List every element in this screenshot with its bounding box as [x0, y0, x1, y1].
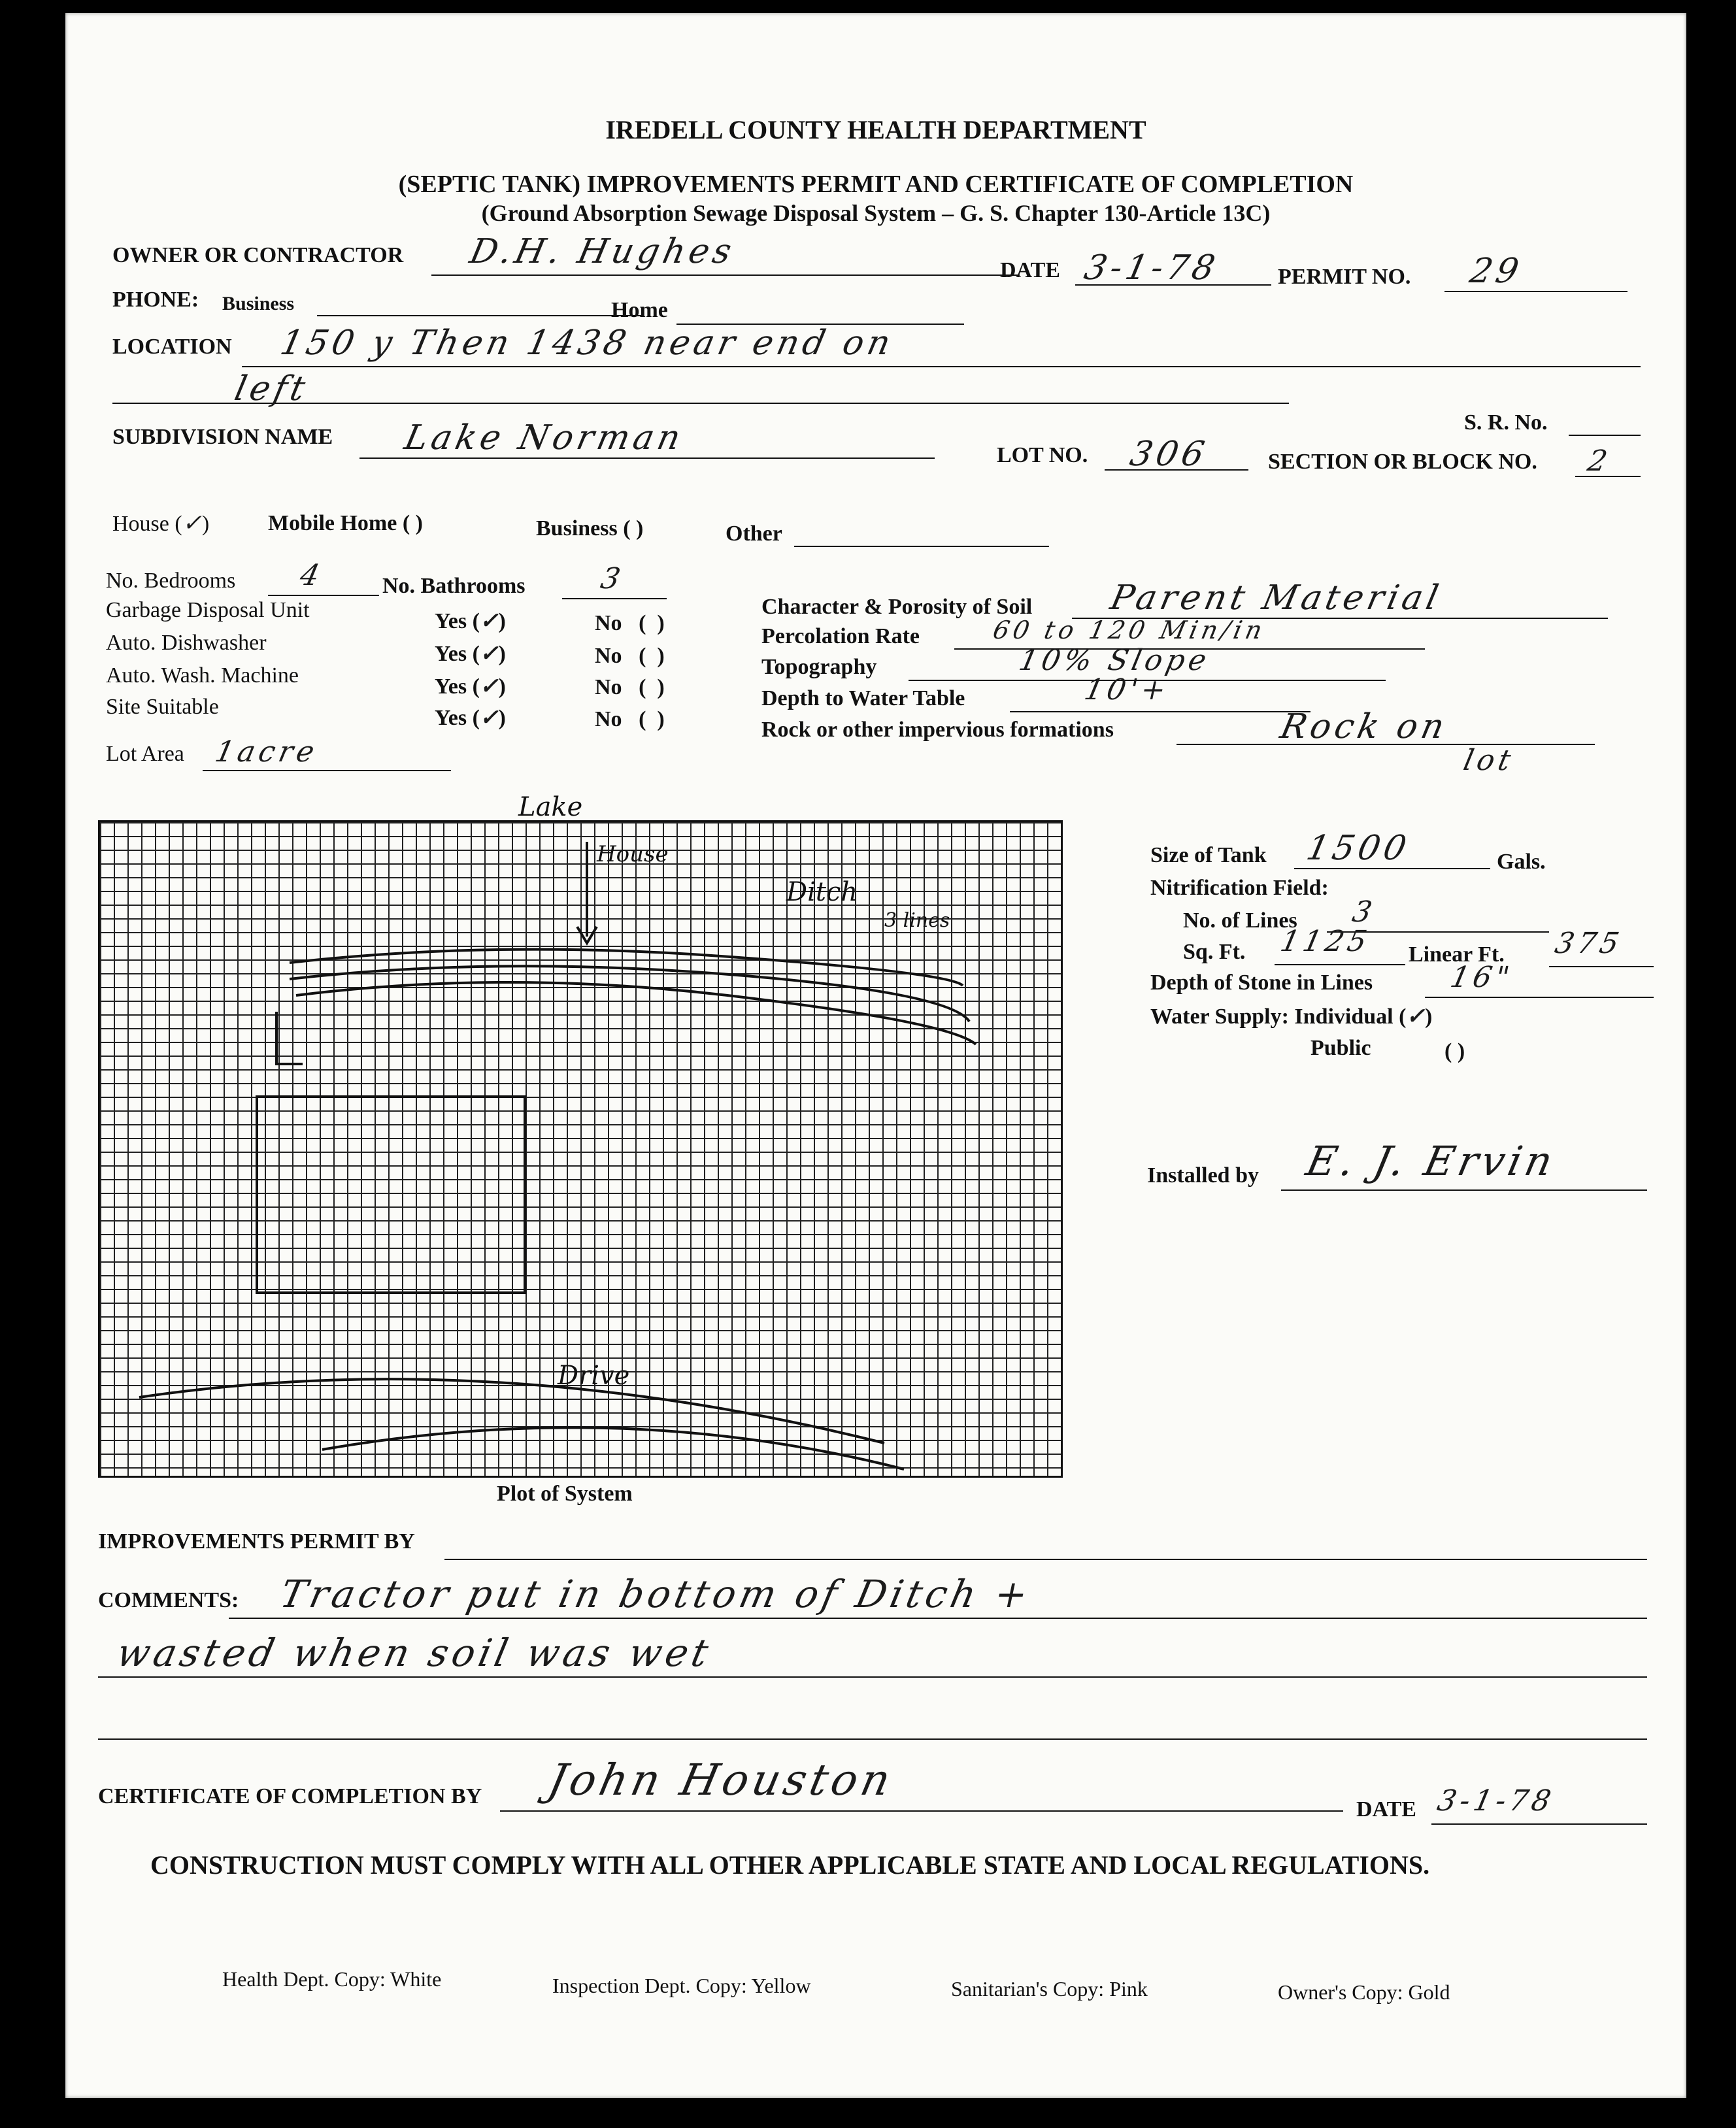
subdivision-value: Lake Norman [401, 418, 688, 457]
certificate-label: CERTIFICATE OF COMPLETION BY [98, 1784, 482, 1808]
garbage-yes: Yes (✓) [435, 608, 506, 634]
lines-label: No. of Lines [1183, 908, 1297, 933]
plot-caption: Plot of System [497, 1482, 633, 1506]
site-suitable-label: Site Suitable [106, 695, 219, 719]
tank-size-value: 1500 [1303, 829, 1414, 868]
drive-line [139, 1379, 884, 1443]
house-label: House ( [112, 512, 182, 536]
site-suitable-yes-label: Yes [435, 706, 467, 730]
lines-value: 3 [1349, 895, 1379, 929]
plot-label-house: House [597, 841, 669, 867]
phone-label: PHONE: [112, 288, 199, 312]
plot-label-ditch: Ditch [786, 877, 858, 907]
rock-label: Rock or other impervious formations [761, 718, 1114, 742]
wash-machine-yes-label: Yes [435, 674, 467, 699]
copy-health-dept: Health Dept. Copy: White [222, 1967, 442, 1991]
certificate-date-label: DATE [1356, 1797, 1416, 1821]
subdivision-line [359, 457, 935, 459]
certificate-line [500, 1810, 1343, 1812]
drive-line-2 [322, 1427, 904, 1469]
sqft-label: Sq. Ft. [1183, 940, 1246, 964]
percolation-value: 60 to 120 Min/in [990, 616, 1269, 644]
sqft-line [1275, 964, 1405, 965]
house-outline-1 [276, 1012, 303, 1064]
stone-depth-line [1425, 997, 1654, 998]
comments-value-2: wasted when soil was wet [112, 1631, 716, 1675]
dishwasher-yes: Yes (✓) [435, 640, 506, 667]
business-option: Business ( ) [536, 516, 644, 540]
nitrification-label: Nitrification Field: [1150, 876, 1329, 900]
wash-machine-yes-checkmark: ✓ [479, 673, 499, 699]
lot-value: 306 [1126, 435, 1212, 474]
garbage-no: No ( ) [595, 611, 665, 635]
house-option [112, 510, 209, 537]
section-label: SECTION OR BLOCK NO. [1268, 450, 1537, 474]
garbage-no-label: No [595, 611, 622, 635]
lot-area-label: Lot Area [106, 742, 184, 766]
location-label: LOCATION [112, 335, 232, 359]
section-value: 2 [1584, 444, 1614, 478]
sr-line [1569, 435, 1641, 436]
lot-label: LOT NO. [997, 443, 1088, 467]
garbage-disposal-label: Garbage Disposal Unit [106, 598, 310, 622]
owner-line [431, 274, 1020, 276]
house-outline-2 [257, 1097, 525, 1293]
lot-area-value: 1acre [212, 735, 322, 769]
form-subtitle: (Ground Absorption Sewage Disposal System – G. S. Chapter 130-Article 13C) [481, 200, 1271, 226]
installed-by-line [1281, 1189, 1647, 1191]
permit-form [65, 13, 1686, 2098]
copy-owner: Owner's Copy: Gold [1278, 1980, 1450, 2004]
permit-label: PERMIT NO. [1278, 265, 1411, 289]
sr-label: S. R. No. [1464, 410, 1548, 435]
installed-by-signature: E. J. Ervin [1302, 1137, 1561, 1185]
public-checkbox: ( ) [1444, 1039, 1465, 1063]
improvements-line [444, 1559, 1647, 1560]
topography-label: Topography [761, 655, 877, 679]
dishwasher-no: No ( ) [595, 644, 665, 668]
comments-label: COMMENTS: [98, 1588, 239, 1612]
linear-label: Linear Ft. [1409, 942, 1505, 967]
linear-value: 375 [1552, 927, 1626, 960]
rock-value-2: lot [1460, 744, 1518, 777]
bedrooms-value: 4 [297, 559, 327, 592]
individual-label: Individual ( [1294, 1005, 1407, 1029]
dishwasher-no-label: No [595, 644, 622, 668]
improvements-label: IMPROVEMENTS PERMIT BY [98, 1529, 415, 1554]
permit-value: 29 [1466, 252, 1526, 291]
garbage-yes-checkmark: ✓ [479, 608, 499, 634]
bathrooms-line [562, 598, 667, 599]
wash-machine-no-label: No [595, 675, 622, 699]
linear-line [1549, 966, 1654, 967]
water-table-value: 10'+ [1081, 673, 1173, 707]
certificate-date-value: 3-1-78 [1434, 1784, 1558, 1818]
ditch-line-2 [290, 966, 969, 1022]
soil-porosity-label: Character & Porosity of Soil [761, 595, 1033, 619]
sqft-value: 1125 [1277, 925, 1374, 958]
certificate-date-line [1431, 1823, 1647, 1825]
tank-size-label: Size of Tank [1150, 843, 1267, 867]
plot-grid [98, 792, 1063, 1478]
dishwasher-yes-checkmark: ✓ [479, 640, 499, 667]
phone-business-label: Business [222, 293, 295, 314]
phone-home-label: Home [611, 298, 668, 322]
site-suitable-no: No ( ) [595, 707, 665, 731]
water-table-line [1010, 711, 1310, 712]
dishwasher-label: Auto. Dishwasher [106, 631, 267, 655]
owner-label: OWNER OR CONTRACTOR [112, 243, 404, 267]
house-close: ) [201, 512, 210, 536]
soil-porosity-value: Parent Material [1107, 578, 1446, 618]
date-label: DATE [1000, 258, 1060, 282]
public-label: Public [1310, 1036, 1371, 1060]
comments-line-1 [229, 1618, 1647, 1619]
bedrooms-line [268, 595, 379, 596]
department-heading: IREDELL COUNTY HEALTH DEPARTMENT [605, 115, 1146, 144]
copy-sanitarian: Sanitarian's Copy: Pink [951, 1977, 1148, 2001]
house-checkmark: ✓ [182, 510, 202, 537]
permit-line [1444, 291, 1628, 292]
installed-by-label: Installed by [1147, 1163, 1259, 1188]
tank-size-line [1294, 868, 1490, 869]
percolation-label: Percolation Rate [761, 624, 920, 648]
date-value: 3-1-78 [1080, 248, 1222, 288]
individual-checkmark: ✓ [1406, 1003, 1425, 1029]
wash-machine-no: No ( ) [595, 675, 665, 699]
location-value-1: 150 y Then 1438 near end on [276, 324, 898, 363]
water-table-label: Depth to Water Table [761, 686, 965, 710]
bathrooms-label: No. Bathrooms [382, 574, 526, 598]
comments-line-3 [98, 1738, 1647, 1740]
lot-area-line [203, 770, 451, 771]
site-suitable-yes: Yes (✓) [435, 705, 506, 731]
comments-value-1: Tractor put in bottom of Ditch + [276, 1572, 1036, 1616]
location-value-2: left [231, 369, 312, 408]
plot-label-lake: Lake [518, 792, 583, 822]
phone-business-line [317, 315, 644, 316]
rock-value-1: Rock on [1277, 707, 1452, 746]
site-suitable-no-label: No [595, 707, 622, 731]
water-supply-label: Water Supply: Individual (✓) [1150, 1003, 1433, 1029]
other-line [794, 546, 1049, 547]
certificate-signature: John Houston [543, 1755, 899, 1805]
gallons-label: Gals. [1497, 850, 1546, 874]
plot-label-drive: Drive [558, 1361, 630, 1391]
subdivision-label: SUBDIVISION NAME [112, 425, 333, 449]
stone-depth-value: 16" [1447, 961, 1516, 994]
water-supply-text: Water Supply: [1150, 1005, 1289, 1029]
owner-value: D.H. Hughes [466, 232, 739, 271]
other-label: Other [726, 522, 782, 546]
location-line-1 [242, 366, 1641, 367]
wash-machine-yes: Yes (✓) [435, 673, 506, 699]
site-suitable-yes-checkmark: ✓ [479, 705, 499, 731]
garbage-yes-label: Yes [435, 609, 467, 633]
wash-machine-label: Auto. Wash. Machine [106, 663, 299, 688]
copy-inspection-dept: Inspection Dept. Copy: Yellow [552, 1974, 811, 1997]
comments-line-2 [98, 1676, 1647, 1678]
regulations-notice: CONSTRUCTION MUST COMPLY WITH ALL OTHER APPLICABLE STATE AND LOCAL REGULATIONS. [150, 1850, 1430, 1880]
plot-label-lines: 3 lines [884, 909, 950, 932]
plot-sketch [100, 792, 1061, 1476]
topography-value: 10% Slope [1016, 644, 1214, 677]
bedrooms-label: No. Bedrooms [106, 569, 236, 593]
form-title: (SEPTIC TANK) IMPROVEMENTS PERMIT AND CERTIFICATE OF COMPLETION [398, 171, 1354, 198]
bathrooms-value: 3 [597, 562, 627, 595]
stone-depth-label: Depth of Stone in Lines [1150, 971, 1373, 995]
dishwasher-yes-label: Yes [435, 642, 467, 666]
mobile-home-option: Mobile Home ( ) [268, 511, 423, 535]
